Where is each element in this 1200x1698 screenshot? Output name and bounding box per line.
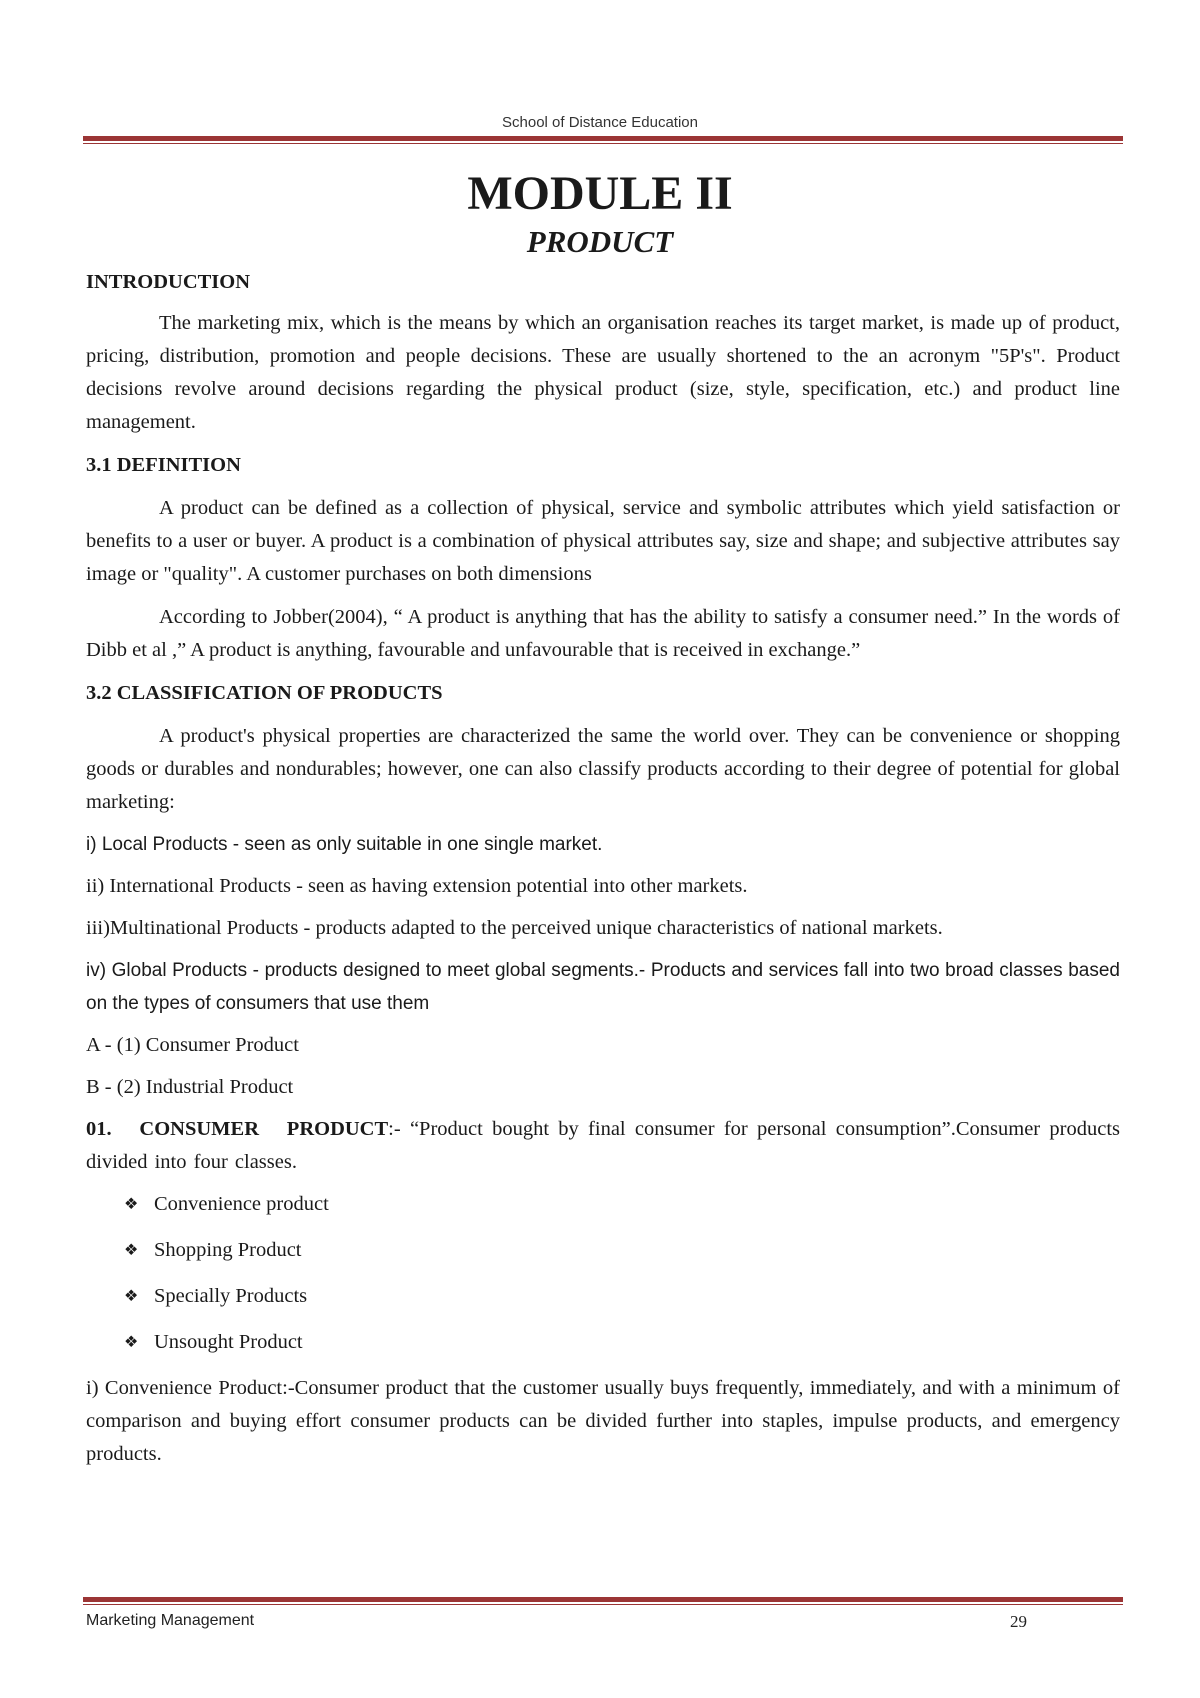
intro-paragraph: The marketing mix, which is the means by which an organisation reaches its target market, is made up of product, pricing, distribution, promotion and people decisions. These are usually shortened to the an acronym "5P's". Product decisions revolve around decisions regarding the physical product (size, style, specification, etc.) and product line management. bbox=[86, 312, 1120, 433]
header-rule bbox=[83, 136, 1123, 144]
footer-subject: Marketing Management bbox=[86, 1612, 255, 1629]
diamond-bullet-icon: ❖ bbox=[124, 1196, 139, 1213]
list-item-multinational: iii)Multinational Products - products adapted to the perceived unique characteristics of national markets. bbox=[86, 917, 943, 939]
list-item-global: iv) Global Products - products designed to meet global segments.- Products and services fall into two broad classes based on the types of consumers that use them bbox=[86, 960, 1120, 1014]
page-number: 29 bbox=[1010, 1612, 1027, 1631]
classification-heading: 3.2 CLASSIFICATION OF PRODUCTS bbox=[86, 682, 443, 704]
list-item-international: ii) International Products - seen as having extension potential into other markets. bbox=[86, 875, 748, 897]
consumer-product-label: 01. CONSUMER PRODUCT bbox=[86, 1118, 389, 1140]
consumer-product-text: :- “Product bought by final consumer for personal consumption”.Consumer products divided into four classes. bbox=[86, 1118, 1120, 1173]
class-b: B - (2) Industrial Product bbox=[86, 1076, 294, 1098]
list-item: ❖ Specially Products bbox=[124, 1280, 1120, 1313]
convenience-product-paragraph: i) Convenience Product:-Consumer product that the customer usually buys frequently, immediately, and with a minimum of comparison and buying effort consumer products can be divided further into staples, impulse products, and emergency products. bbox=[86, 1377, 1120, 1465]
list-item: ❖ Unsought Product bbox=[124, 1326, 1120, 1359]
page-body bbox=[86, 266, 1120, 1483]
list-item-local bbox=[86, 828, 1120, 861]
diamond-bullet-icon: ❖ bbox=[124, 1334, 139, 1351]
diamond-bullet-icon: ❖ bbox=[124, 1288, 139, 1305]
intro-heading: INTRODUCTION bbox=[86, 271, 251, 293]
footer-rule bbox=[83, 1597, 1123, 1605]
consumer-product-definition bbox=[86, 1113, 1120, 1179]
list-item: ❖ Convenience product bbox=[124, 1188, 1120, 1221]
definition-paragraph-2: According to Jobber(2004), “ A product is anything that has the ability to satisfy a consumer need.” In the words of Dibb et al ,” A product is anything, favourable and unfavourable that is received in exchange.” bbox=[86, 606, 1120, 661]
module-subtitle: PRODUCT bbox=[526, 224, 674, 259]
local-products-text: i) Local Products - seen as only suitable in one single market. bbox=[86, 834, 603, 855]
definition-heading: 3.1 DEFINITION bbox=[86, 454, 241, 476]
diamond-bullet-icon: ❖ bbox=[124, 1242, 139, 1259]
running-header: School of Distance Education bbox=[502, 114, 698, 131]
list-item: ❖ Shopping Product bbox=[124, 1234, 1120, 1267]
consumer-product-classes bbox=[86, 1188, 1120, 1359]
classification-paragraph: A product's physical properties are characterized the same the world over. They can be convenience or shopping goods or durables and nondurables; however, one can also classify products according to their degree of potential for global marketing: bbox=[86, 725, 1120, 813]
definition-paragraph-1: A product can be defined as a collection of physical, service and symbolic attributes which yield satisfaction or benefits to a user or buyer. A product is a combination of physical attributes say, size and shape; and subjective attributes say image or "quality". A customer purchases on both dimensions bbox=[86, 497, 1120, 585]
class-a: A - (1) Consumer Product bbox=[86, 1034, 299, 1056]
module-title: MODULE II bbox=[467, 167, 733, 220]
